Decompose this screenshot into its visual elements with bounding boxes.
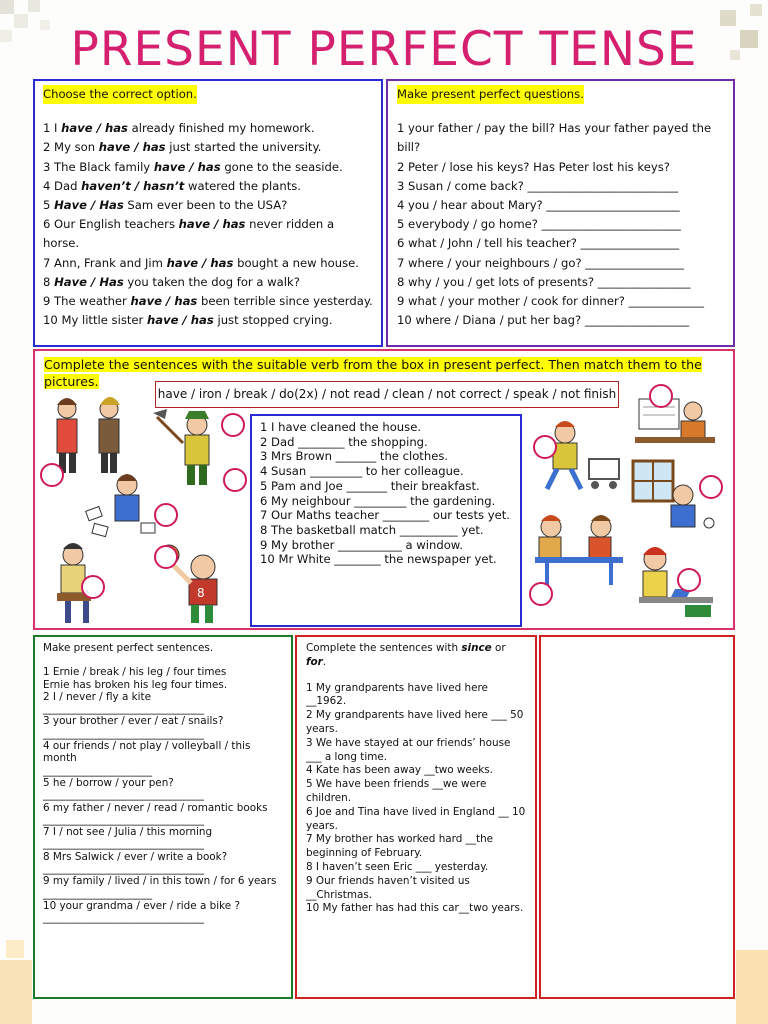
- answer-circle[interactable]: [699, 475, 723, 499]
- answer-line[interactable]: _______________________________: [43, 863, 205, 876]
- section-header: [306, 642, 526, 670]
- header-or: or: [491, 642, 506, 654]
- header-text: Complete the sentences with: [306, 642, 462, 654]
- answer-circle[interactable]: [221, 413, 245, 437]
- option-text: you taken the dog for a walk?: [123, 274, 300, 289]
- broken-window-picture: [631, 459, 721, 539]
- prompt-item: 2 I / never / fly a kite: [43, 690, 152, 703]
- prompt-item: 4 our friends / not play / volleyball / this month: [43, 740, 251, 765]
- gardener-picture: [153, 407, 233, 487]
- answer-line[interactable]: _______________________________: [43, 789, 205, 802]
- since-for-list: [306, 682, 526, 917]
- question-item: 9 what / your mother / cook for dinner? _____________: [397, 294, 704, 309]
- present-perfect-sentences-section: [33, 635, 293, 999]
- prompt-item: 7 I / not see / Julia / this morning: [43, 826, 213, 839]
- verb-box-section: [33, 349, 735, 630]
- sentence-item: 10 Mr White ________ the newspaper yet.: [260, 552, 497, 567]
- teacher-papers-picture: [83, 469, 163, 541]
- questions-list: [397, 119, 724, 330]
- question-item: 10 where / Diana / put her bag? __________________: [397, 313, 690, 328]
- option-text: been terrible since yesterday.: [197, 294, 373, 309]
- prompt-item: 9 my family / lived / in this town / for 6 years: [43, 875, 277, 888]
- answer-circle[interactable]: [40, 463, 64, 487]
- since-for-item: 7 My brother has worked hard __the beginning of February.: [306, 833, 494, 860]
- answer-circle[interactable]: [154, 503, 178, 527]
- section-header: Choose the correct option.: [43, 85, 197, 104]
- option-text: just started the university.: [165, 140, 322, 155]
- answer-circle[interactable]: [81, 575, 105, 599]
- option-text: 10 My little sister: [43, 313, 147, 328]
- question-item: 3 Susan / come back? __________________________: [397, 178, 679, 193]
- option-choice[interactable]: have / has: [166, 255, 234, 270]
- since-for-item: 2 My grandparents have lived here ___ 50 years.: [306, 709, 524, 735]
- since-for-item: 5 We have been friends __we were children.: [306, 778, 487, 804]
- since-word: since: [461, 642, 492, 654]
- verb-box: have / iron / break / do(2x) / not read / clean / not correct / speak / not finish: [155, 381, 619, 408]
- choose-option-section: [33, 79, 383, 347]
- option-choice[interactable]: have / has: [178, 217, 246, 232]
- option-choice[interactable]: Have / Has: [54, 274, 124, 289]
- since-for-item: 4 Kate has been away __two weeks.: [306, 764, 493, 777]
- sentence-item: 6 My neighbour _________ the gardening.: [260, 493, 496, 508]
- prompt-item: 6 my father / never / read / romantic books: [43, 801, 268, 814]
- answer-line[interactable]: _______________________________: [43, 912, 205, 925]
- page-title: PRESENT PERFECT TENSE: [70, 22, 698, 77]
- prompt-item: 10 your grandma / ever / ride a bike ?: [43, 899, 240, 912]
- option-text: watered the plants.: [184, 178, 301, 193]
- option-item: [43, 138, 373, 157]
- option-choice[interactable]: Have / Has: [54, 198, 124, 213]
- answer-line[interactable]: _______________________________: [43, 727, 205, 740]
- sentence-item: 4 Susan _________ to her colleague.: [260, 464, 464, 479]
- bottom-right-decoration: [736, 930, 768, 1024]
- option-text: 6 Our English teachers: [43, 217, 179, 232]
- option-text: 5: [43, 198, 55, 213]
- people-talking-picture: [45, 395, 135, 475]
- reading-newspaper-picture: [631, 393, 721, 451]
- question-item: 8 why / you / get lots of presents? ________________: [397, 274, 691, 289]
- svg-text:8: 8: [197, 586, 205, 600]
- answer-circle[interactable]: [154, 545, 178, 569]
- option-choice[interactable]: have / has: [147, 313, 214, 328]
- answer-circle[interactable]: [529, 582, 553, 606]
- option-text: already finished my homework.: [127, 121, 315, 136]
- section-header: Make present perfect sentences.: [43, 642, 214, 654]
- option-choice[interactable]: have / has: [153, 159, 221, 174]
- sentence-item: 5 Pam and Joe _______ their breakfast.: [260, 478, 480, 493]
- section-header-text: Complete the sentences with the suitable verb from the box in present perfect. Then match them to the pictures.: [44, 357, 702, 389]
- option-choice[interactable]: have / has: [61, 121, 128, 136]
- since-for-item: 6 Joe and Tina have lived in England __ 10 years.: [306, 805, 526, 832]
- sentences-list: [260, 420, 512, 567]
- sentence-item: 7 Our Maths teacher ________ our tests yet.: [260, 508, 510, 523]
- sentence-item: 9 My brother ___________ a window.: [260, 537, 463, 552]
- option-text: gone to the seaside.: [220, 159, 343, 174]
- answer-circle[interactable]: [533, 435, 557, 459]
- empty-box: [539, 635, 735, 999]
- option-item: [43, 254, 373, 273]
- answer-line[interactable]: _____________________: [43, 887, 153, 900]
- question-item: 2 Peter / lose his keys? Has Peter lost his keys?: [397, 159, 670, 174]
- question-item: 5 everybody / go home? ________________________: [397, 217, 681, 232]
- question-item: 4 you / hear about Mary? _______________________: [397, 198, 680, 213]
- questions-section: [386, 79, 735, 347]
- since-for-item: 1 My grandparents have lived here __1962.: [306, 681, 488, 708]
- choose-option-list: [43, 119, 373, 330]
- since-for-item: 10 My father has had this car__two years.: [306, 902, 524, 915]
- breakfast-table-picture: [531, 511, 631, 589]
- header-dot: .: [322, 655, 327, 668]
- answer-line[interactable]: _______________________________: [43, 838, 205, 851]
- answer-line[interactable]: _______________________________: [43, 703, 205, 716]
- option-text: 2 My son: [43, 140, 99, 155]
- answer-line[interactable]: _____________________: [43, 764, 153, 777]
- section-header: Make present perfect questions.: [397, 85, 584, 104]
- sentence-item: 2 Dad ________ the shopping.: [260, 434, 428, 449]
- question-item: 7 where / your neighbours / go? _________________: [397, 255, 684, 270]
- shopping-cart-picture: [529, 419, 629, 499]
- option-choice[interactable]: have / has: [130, 294, 198, 309]
- option-choice[interactable]: haven’t / hasn’t: [81, 178, 185, 193]
- answer-circle[interactable]: [649, 384, 673, 408]
- option-text: never ridden a horse.: [43, 217, 335, 251]
- answer-line[interactable]: Ernie has broken his leg four times.: [43, 678, 228, 691]
- sentences-box: [250, 414, 522, 627]
- prompt-item: 1 Ernie / break / his leg / four times: [43, 666, 227, 679]
- option-text: just stopped crying.: [213, 313, 333, 328]
- question-item: 1 your father / pay the bill? Has your father payed the bill?: [397, 121, 712, 155]
- option-text: bought a new house.: [233, 255, 359, 270]
- prompt-item: 3 your brother / ever / eat / snails?: [43, 715, 224, 728]
- since-for-item: 9 Our friends haven’t visited us __Christmas.: [306, 874, 470, 901]
- option-item: [43, 292, 373, 311]
- since-for-item: 3 We have stayed at our friends’ house ___ a long time.: [306, 736, 511, 763]
- answer-circle[interactable]: [223, 468, 247, 492]
- option-text: 7 Ann, Frank and Jim: [43, 255, 167, 270]
- option-item: [43, 311, 373, 330]
- for-word: for: [306, 655, 323, 668]
- option-item: [43, 196, 373, 215]
- option-text: 1 I: [43, 121, 62, 136]
- option-item: [43, 177, 373, 196]
- since-for-item: 8 I haven’t seen Eric ___ yesterday.: [306, 860, 489, 873]
- option-choice[interactable]: have / has: [98, 140, 166, 155]
- option-item: [43, 119, 373, 138]
- option-text: Sam ever been to the USA?: [123, 198, 288, 213]
- question-item: 6 what / John / tell his teacher? _________________: [397, 236, 680, 251]
- option-text: 3 The Black family: [43, 159, 154, 174]
- sentence-item: 3 Mrs Brown _______ the clothes.: [260, 449, 449, 464]
- answer-line[interactable]: _______________________________: [43, 813, 205, 826]
- option-item: [43, 215, 373, 253]
- option-text: 9 The weather: [43, 294, 131, 309]
- answer-circle[interactable]: [677, 568, 701, 592]
- option-item: [43, 273, 373, 292]
- prompt-item: 5 he / borrow / your pen?: [43, 776, 174, 789]
- sentences-practice-list: [43, 666, 283, 924]
- option-text: 8: [43, 274, 55, 289]
- since-for-section: [295, 635, 537, 999]
- option-item: [43, 158, 373, 177]
- option-text: 4 Dad: [43, 178, 82, 193]
- sentence-item: 8 The basketball match __________ yet.: [260, 522, 484, 537]
- sentence-item: 1 I have cleaned the house.: [260, 420, 422, 434]
- prompt-item: 8 Mrs Salwick / ever / write a book?: [43, 850, 228, 863]
